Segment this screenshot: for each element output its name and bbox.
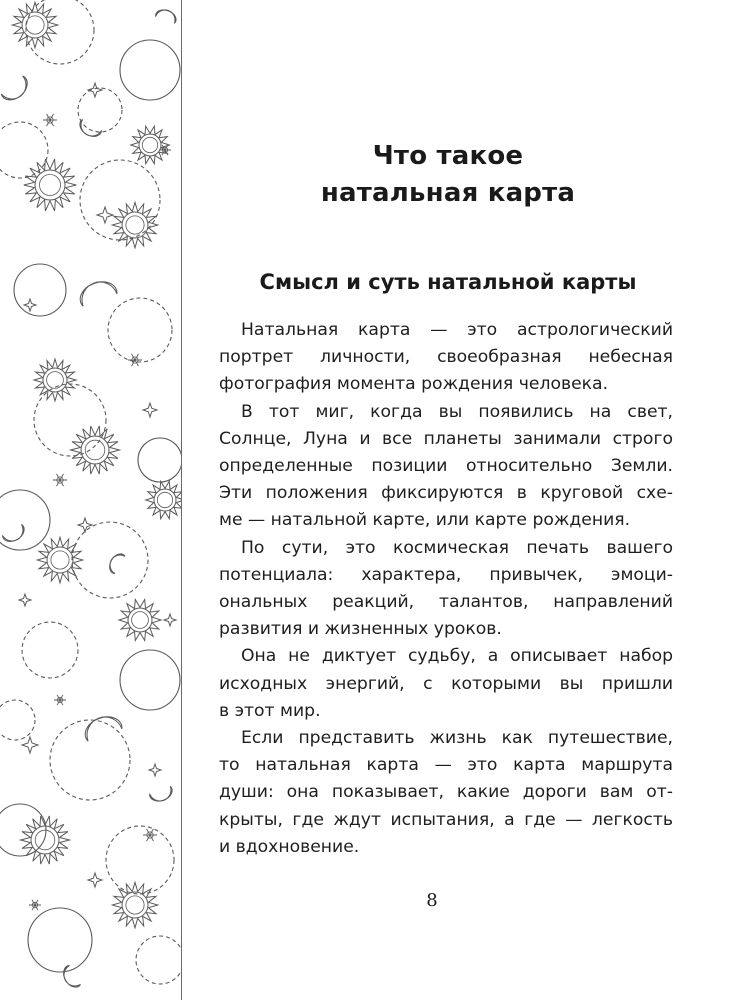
text-line: В тот миг, когда вы появились на свет,: [241, 401, 673, 422]
star-icon: [19, 594, 31, 606]
crescent-moon-icon: [149, 786, 174, 804]
text-line: и вдохновение.: [219, 836, 360, 857]
snowflake-icon: [54, 695, 66, 705]
circle-icon: [50, 720, 130, 800]
paragraph: [219, 317, 673, 399]
circle-icon: [136, 936, 181, 984]
star-icon: [143, 403, 157, 417]
sun-icon: [119, 600, 161, 641]
text-line: Натальная карта — это астрологический: [241, 320, 673, 340]
sun-icon: [85, 440, 105, 460]
text-line: фотография момента рождения человека.: [219, 374, 609, 395]
sun-icon: [112, 882, 158, 928]
sun-icon: [40, 175, 61, 196]
text-line: Эти положения фиксируются в круговой схе-: [219, 483, 673, 504]
text-line: По сути, это космическая печать вашего: [241, 537, 673, 558]
chapter-title-line1: Что такое: [372, 141, 524, 171]
paragraph: [219, 643, 673, 725]
paragraph: [219, 535, 673, 644]
text-line: крыты, где ждут испытания, а где — легкость: [219, 809, 673, 830]
text-line: Она не диктует судьбу, а описывает набор: [241, 646, 673, 667]
text-line: души: она показывает, какие дороги вам от-: [219, 782, 673, 803]
star-icon: [149, 764, 161, 776]
paragraph: [219, 399, 673, 535]
page-number: 8: [426, 890, 438, 911]
circle-icon: [0, 122, 48, 178]
sun-icon: [71, 426, 120, 474]
star-icon: [22, 737, 38, 753]
snowflake-icon: [128, 354, 142, 366]
sun-icon: [24, 159, 77, 211]
sun-icon: [47, 372, 64, 389]
circle-icon: [120, 40, 180, 100]
sun-icon: [35, 830, 55, 850]
sun-icon: [126, 896, 144, 914]
text-line: определенные позиции относительно Земли.: [219, 456, 673, 477]
circle-icon: [0, 700, 35, 740]
snowflake-icon: [29, 900, 41, 910]
paragraph: [219, 725, 673, 861]
text-line: исходных энергий, с которыми вы пришли: [219, 673, 673, 694]
sun-icon: [112, 202, 158, 248]
crescent-moon-icon: [1, 76, 33, 106]
circle-icon: [138, 438, 181, 482]
sun-icon: [34, 359, 76, 401]
crescent-moon-icon: [155, 7, 178, 24]
body-text: [219, 317, 673, 861]
text-line: потенциала: характера, привычек, эмоци-: [219, 564, 673, 585]
sun-icon: [157, 492, 172, 507]
sun-icon: [126, 216, 144, 234]
crescent-moon-icon: [2, 524, 28, 545]
crescent-moon-icon: [81, 712, 123, 742]
star-icon: [88, 873, 102, 887]
text-line: ональных реакций, талантов, направлений: [219, 592, 673, 613]
circle-icon: [120, 650, 180, 710]
sun-icon: [142, 137, 157, 152]
crescent-moon-icon: [76, 277, 118, 307]
circle-icon: [14, 264, 66, 316]
star-icon: [78, 518, 92, 532]
sun-icon: [131, 126, 170, 164]
circle-icon: [78, 88, 122, 132]
snowflake-icon: [43, 114, 57, 126]
sun-icon: [26, 16, 44, 34]
star-icon: [24, 299, 36, 311]
chapter-title-line2: натальная карта: [320, 178, 576, 208]
celestial-ornament-strip: [0, 0, 182, 1000]
text-line: развития и жизненных уроков.: [219, 619, 502, 640]
snowflake-icon: [53, 474, 67, 486]
circle-icon: [108, 298, 172, 362]
circle-icon: [26, 0, 94, 64]
sun-icon: [51, 551, 69, 569]
sun-icon: [37, 537, 83, 583]
text-line: то натальная карта — это карта маршрута: [219, 755, 673, 776]
text-line: Если представить жизнь как путешествие,: [241, 728, 673, 749]
star-icon: [164, 614, 176, 626]
snowflake-icon: [143, 829, 157, 841]
crescent-moon-icon: [106, 551, 125, 574]
celestial-pattern: [0, 0, 181, 1000]
text-line: портрет личности, своеобразная небесная: [219, 347, 673, 368]
text-line: Солнце, Луна и все планеты занимали строго: [219, 428, 673, 449]
section-heading: Смысл и суть натальной карты: [259, 270, 637, 294]
circle-icon: [28, 908, 92, 972]
circle-icon: [22, 622, 78, 678]
star-icon: [97, 207, 113, 223]
sun-icon: [132, 612, 149, 629]
sun-icon: [12, 2, 58, 48]
circle-icon: [106, 826, 174, 894]
text-line: в этот мир.: [219, 700, 321, 721]
crescent-moon-icon: [60, 965, 81, 991]
text-line: ме — натальной карте, или карте рождения.: [219, 510, 631, 531]
chapter-title: [255, 138, 641, 212]
